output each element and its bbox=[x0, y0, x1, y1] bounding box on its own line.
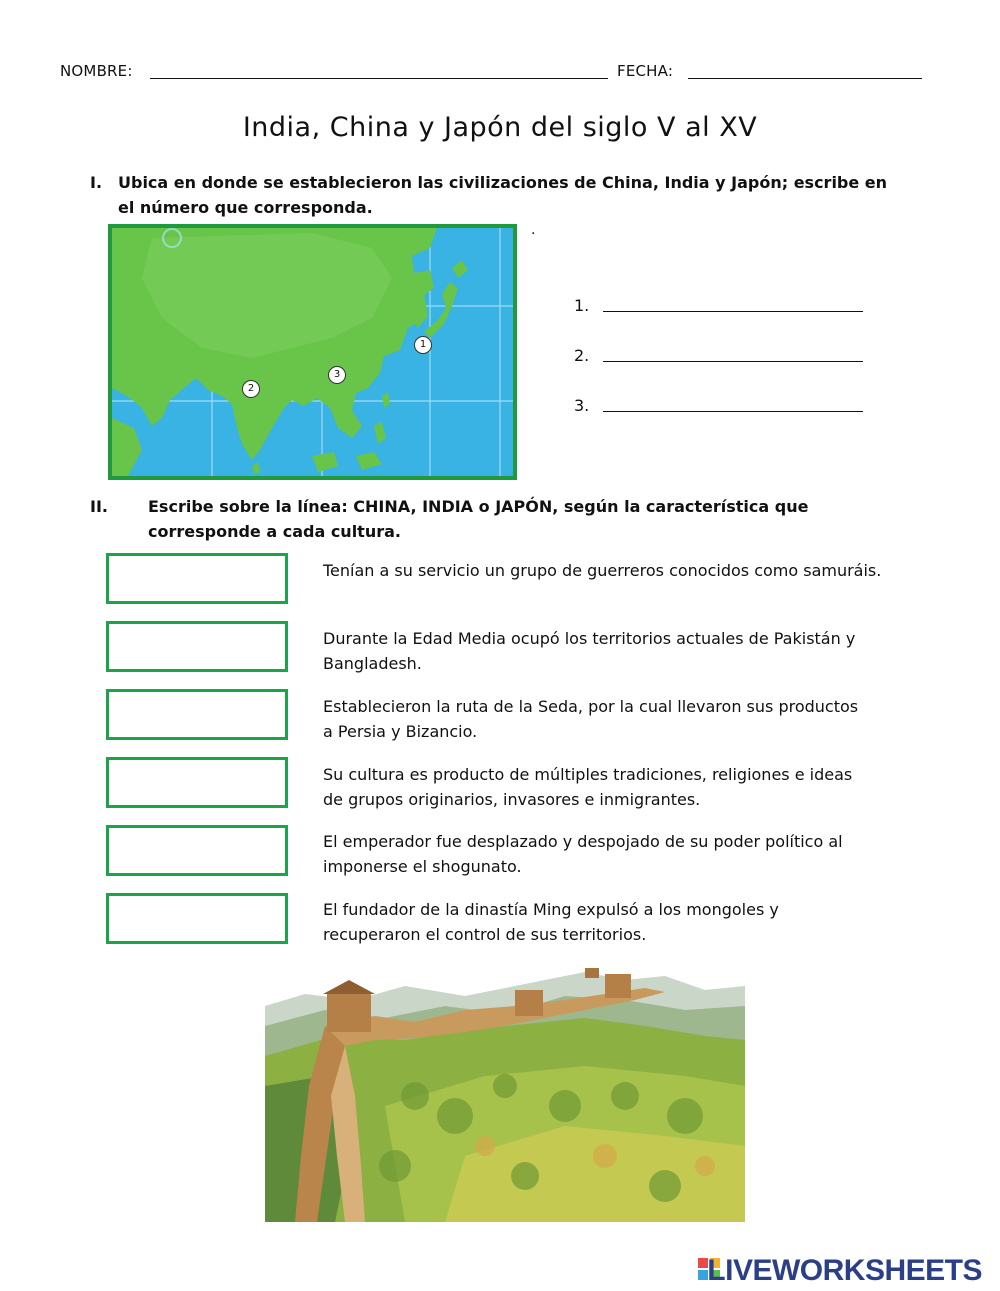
map-marker-3: 3 bbox=[328, 366, 346, 384]
statement-4-line1: Su cultura es producto de múltiples tradiciones, religiones e ideas bbox=[323, 765, 853, 784]
answer-box-4[interactable] bbox=[106, 757, 288, 808]
answer-box-1[interactable] bbox=[106, 553, 288, 604]
section2-numeral: II. bbox=[90, 497, 108, 516]
statement-5-line2: imponerse el shogunato. bbox=[323, 857, 522, 876]
date-label: FECHA: bbox=[617, 62, 674, 80]
section2-instruction-line2: corresponde a cada cultura. bbox=[148, 522, 401, 541]
stray-dot: . bbox=[531, 222, 536, 238]
statement-3-line1: Establecieron la ruta de la Seda, por la cual llevaron sus productos bbox=[323, 697, 859, 716]
statement-1-line1: Tenían a su servicio un grupo de guerreros conocidos como samuráis. bbox=[323, 561, 882, 580]
great-wall-illustration bbox=[265, 966, 745, 1222]
page-title: India, China y Japón del siglo V al XV bbox=[242, 112, 758, 143]
answer-box-5[interactable] bbox=[106, 825, 288, 876]
great-wall-drawing bbox=[265, 966, 745, 1222]
answer-number-2: 2. bbox=[574, 346, 590, 365]
statement-6-line2: recuperaron el control de sus territorios. bbox=[323, 925, 647, 944]
statement-2-line1: Durante la Edad Media ocupó los territorios actuales de Pakistán y bbox=[323, 629, 856, 648]
name-label: NOMBRE: bbox=[60, 62, 133, 80]
asia-map bbox=[108, 224, 517, 480]
section1-numeral: I. bbox=[90, 173, 103, 192]
section1-instruction-line2: el número que corresponda. bbox=[118, 198, 373, 217]
map-drawing bbox=[112, 228, 513, 476]
statement-6-line1: El fundador de la dinastía Ming expulsó a los mongoles y bbox=[323, 900, 779, 919]
liveworksheets-logo: LIVEWORKSHEETS bbox=[707, 1254, 982, 1287]
section2-instruction-line1: Escribe sobre la línea: CHINA, INDIA o JAPÓN, según la característica que bbox=[148, 497, 809, 516]
answer-box-3[interactable] bbox=[106, 689, 288, 740]
statement-2-line2: Bangladesh. bbox=[323, 654, 422, 673]
answer-line-2[interactable] bbox=[603, 361, 863, 362]
section1-instruction-line1: Ubica en donde se establecieron las civilizaciones de China, India y Japón; escribe en bbox=[118, 173, 888, 192]
map-marker-1: 1 bbox=[414, 336, 432, 354]
answer-box-2[interactable] bbox=[106, 621, 288, 672]
date-line[interactable] bbox=[688, 78, 922, 79]
name-line[interactable] bbox=[150, 78, 608, 79]
answer-line-3[interactable] bbox=[603, 411, 863, 412]
answer-number-1: 1. bbox=[574, 296, 590, 315]
statement-5-line1: El emperador fue desplazado y despojado de su poder político al bbox=[323, 832, 843, 851]
answer-line-1[interactable] bbox=[603, 311, 863, 312]
answer-number-3: 3. bbox=[574, 396, 590, 415]
statement-4-line2: de grupos originarios, invasores e inmigrantes. bbox=[323, 790, 701, 809]
statement-3-line2: a Persia y Bizancio. bbox=[323, 722, 478, 741]
map-marker-2: 2 bbox=[242, 380, 260, 398]
answer-box-6[interactable] bbox=[106, 893, 288, 944]
